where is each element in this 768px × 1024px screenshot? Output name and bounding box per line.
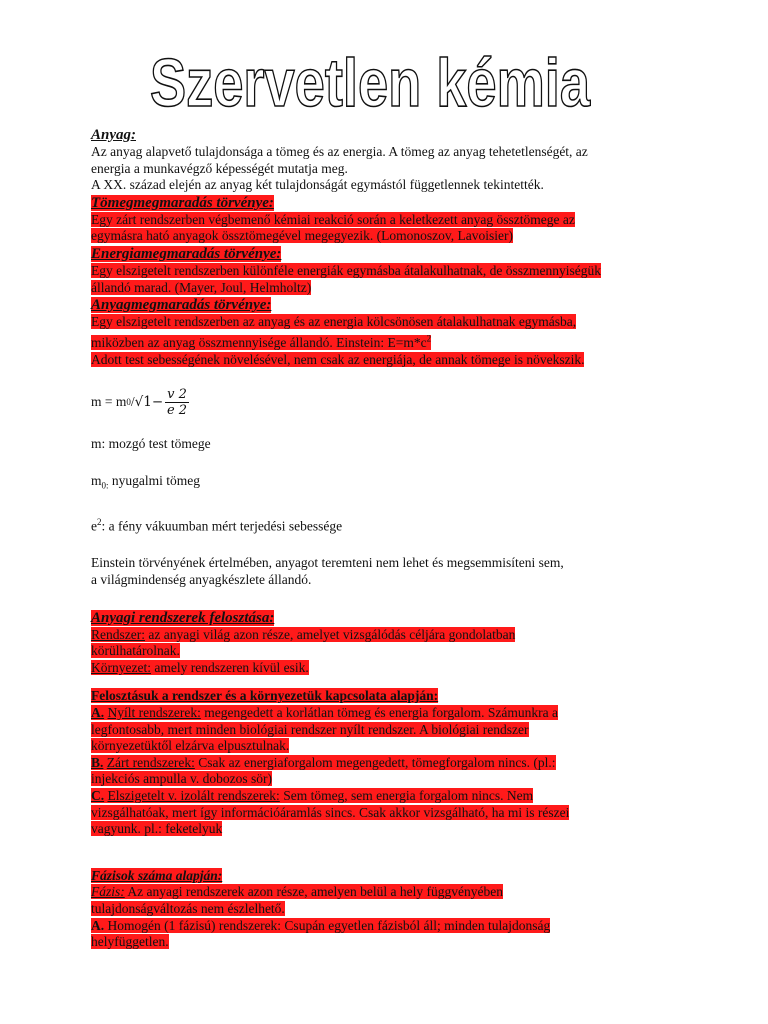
text-line: a világmindenség anyagkészlete állandó. — [91, 572, 312, 587]
title-text: Szervetlen kémia — [150, 45, 591, 121]
text-line: állandó marad. (Mayer, Joul, Helmholtz) — [91, 279, 312, 295]
section-heading-energia: Energiamegmaradás törvénye: — [91, 245, 282, 262]
text-line: A. Nyílt rendszerek: megengedett a korlátlan tömeg és energia forgalom. Számunkra a — [91, 704, 558, 720]
definition-m: m: mozgó test tömege — [91, 436, 211, 452]
section-heading-fazis: Fázisok száma alapján: — [91, 867, 223, 883]
text-line: Egy elszigetelt rendszerben különféle energiák egymásba átalakulhatnak, de összmennyiségük — [91, 262, 601, 278]
text-line: környezetüktől elzárva elpusztulnak. — [91, 738, 290, 754]
text-line: miközben az anyag összmennyisége állandó. Einstein: $E=m*c^2$ — [91, 333, 432, 351]
definition-e: $e^2$: a fény vákuumban mért terjedési sebessége — [91, 517, 343, 534]
text-line: A. Homogén (1 fázisú) rendszerek: Csupán egyetlen fázisból áll; minden tulajdonság — [91, 917, 551, 933]
text-line: B. Zárt rendszerek: Csak az energiaforgalom megengedett, tömegforgalom nincs. (pl.: — [91, 754, 556, 770]
section-heading-anyagmeg: Anyagmegmaradás törvénye: — [91, 297, 272, 314]
text-line: vizsgálhatóak, mert így információáramlás sincs. Csak akkor vizsgálható, ha mi is részei — [91, 804, 570, 820]
text-line: Einstein törvényének értelmében, anyagot teremteni nem lehet és megsemmisíteni sem, — [91, 555, 564, 571]
text-line: Adott test sebességének növelésével, nem csak az energiája, de annak tömege is növekszik. — [91, 351, 585, 367]
section-heading-anyag: Anyag: — [91, 127, 136, 143]
text-line: vagyunk. pl.: feketelyuk — [91, 821, 223, 837]
text-line: A XX. század elején az anyag két tulajdonságát egymástól függetlennek tekintették. — [91, 177, 544, 193]
section-heading-felosztas: Anyagi rendszerek felosztása: — [91, 609, 275, 626]
text-line: Egy elszigetelt rendszerben az anyag és az energia kölcsönösen átalakulhatnak egymásba, — [91, 314, 577, 330]
text-line: C. Elszigetelt v. izolált rendszerek: Sem tömeg, sem energia forgalom nincs. Nem — [91, 787, 534, 803]
text-line: helyfüggetlen. — [91, 934, 169, 950]
section-heading-tomeg: Tömegmegmaradás törvénye: — [91, 194, 274, 211]
text-line: egymásra ható anyagok össztömegével megegyezik. (Lomonoszov, Lavoisier) — [91, 228, 513, 244]
text-line: Fázis: Az anyagi rendszerek azon része, amelyen belül a hely függvényében — [91, 884, 503, 900]
text-line: Egy zárt rendszerben végbemenő kémiai reakció során a keletkezett anyag össztömege az — [91, 211, 575, 227]
text-line: injekciós ampulla v. dobozos sör) — [91, 771, 272, 787]
velocity-fraction: $\frac{v 2}{e 2}$ — [166, 386, 188, 418]
text-line: Az anyag alapvető tulajdonsága a tömeg és az energia. A tömeg az anyag tehetetlenségét, az — [91, 144, 588, 159]
text-line: Rendszer: az anyagi világ azon része, amelyet vizsgálódás céljára gondolatban — [91, 626, 516, 642]
text-line: energia a munkavégző képességét mutatja meg. — [91, 160, 348, 176]
document-body — [91, 126, 691, 951]
text-line: legfontosabb, mert minden biológiai rendszer nyílt rendszer. A biológiai rendszer — [91, 721, 529, 737]
text-line: tulajdonságváltozás nem észlelhető. — [91, 900, 285, 916]
text-line: Környezet: amely rendszeren kívül esik. — [91, 659, 309, 675]
document-title — [140, 36, 600, 121]
section-heading-kapcsolat: Felosztásuk a rendszer és a környezetük kapcsolata alapján: — [91, 688, 439, 704]
definition-m0: $m_{0:}$ nyugalmi tömeg — [91, 473, 201, 491]
text-line: körülhatárolnak. — [91, 643, 180, 659]
relativistic-mass-formula: m = m 0 / √1− $\frac{v 2}{e 2}$ — [91, 386, 188, 418]
